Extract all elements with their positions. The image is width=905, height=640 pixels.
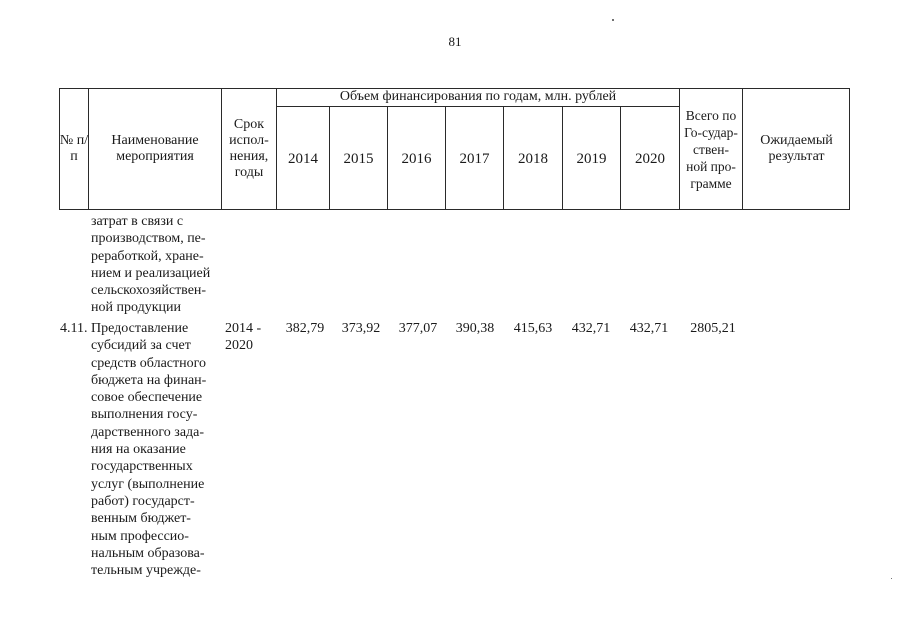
value-2016: 377,07	[398, 321, 438, 336]
value-total: 2805,21	[690, 321, 736, 336]
text-line: ния на оказание	[91, 442, 186, 458]
header-year: 2014	[288, 150, 318, 167]
text-line: сельскохозяйствен-	[91, 283, 207, 299]
text-line: нием и реализацией	[91, 265, 211, 281]
text-line: дарственного зада-	[91, 424, 205, 440]
text-line: выполнения госу-	[91, 407, 198, 423]
text-line: ным профессио-	[91, 528, 189, 544]
header-year: 2020	[635, 150, 665, 167]
page-number: 81	[448, 34, 462, 49]
scan-speck	[612, 19, 614, 21]
value-2019: 432,71	[571, 321, 611, 336]
header-year: 2015	[343, 150, 374, 167]
header-name: Наименование мероприятия	[111, 133, 199, 164]
value-2017: 390,38	[455, 321, 495, 336]
text-line: нальным образова-	[91, 545, 205, 561]
value-2015: 373,92	[341, 321, 381, 336]
row-term	[225, 320, 273, 354]
header-year: 2016	[401, 150, 432, 167]
header-num: № п/п	[59, 133, 89, 164]
text-line: совое обеспечение	[91, 390, 203, 406]
header-result: Ожидаемый результат	[760, 133, 833, 164]
value-2020: 432,71	[629, 321, 669, 336]
header-total: Всего по Го-судар-ствен-ной про-грамме	[684, 107, 738, 191]
text-line: Предоставление	[91, 321, 189, 336]
scan-speck	[891, 578, 892, 579]
text-line: реработкой, хране-	[91, 248, 204, 264]
continuation-text	[91, 213, 222, 317]
row-number: 4.11.	[60, 321, 88, 336]
term-end: 2020	[225, 338, 253, 353]
text-line: работ) государст-	[91, 493, 195, 509]
row-name	[91, 320, 222, 579]
text-line: услуг (выполнение	[91, 476, 205, 492]
value-2018: 415,63	[513, 321, 553, 336]
text-line: бюджета на финан-	[91, 372, 207, 388]
text-line: производством, пе-	[91, 231, 206, 247]
header-year: 2017	[459, 150, 490, 167]
term-start: 2014 -	[225, 321, 262, 336]
text-line: венным бюджет-	[91, 511, 191, 527]
header-year: 2018	[518, 150, 548, 167]
text-line: ной продукции	[91, 300, 181, 316]
text-line: средств областного	[91, 355, 207, 371]
text-line: тельным учрежде-	[91, 563, 201, 579]
text-line: государственных	[91, 459, 193, 475]
header-funding: Объем финансирования по годам, млн. рублей	[339, 89, 617, 104]
value-2014: 382,79	[285, 321, 325, 336]
header-term: Срок испол-нения, годы	[229, 117, 269, 180]
text-line: субсидий за счет	[91, 338, 191, 354]
header-year: 2019	[576, 150, 607, 167]
text-line: затрат в связи с	[91, 214, 184, 229]
